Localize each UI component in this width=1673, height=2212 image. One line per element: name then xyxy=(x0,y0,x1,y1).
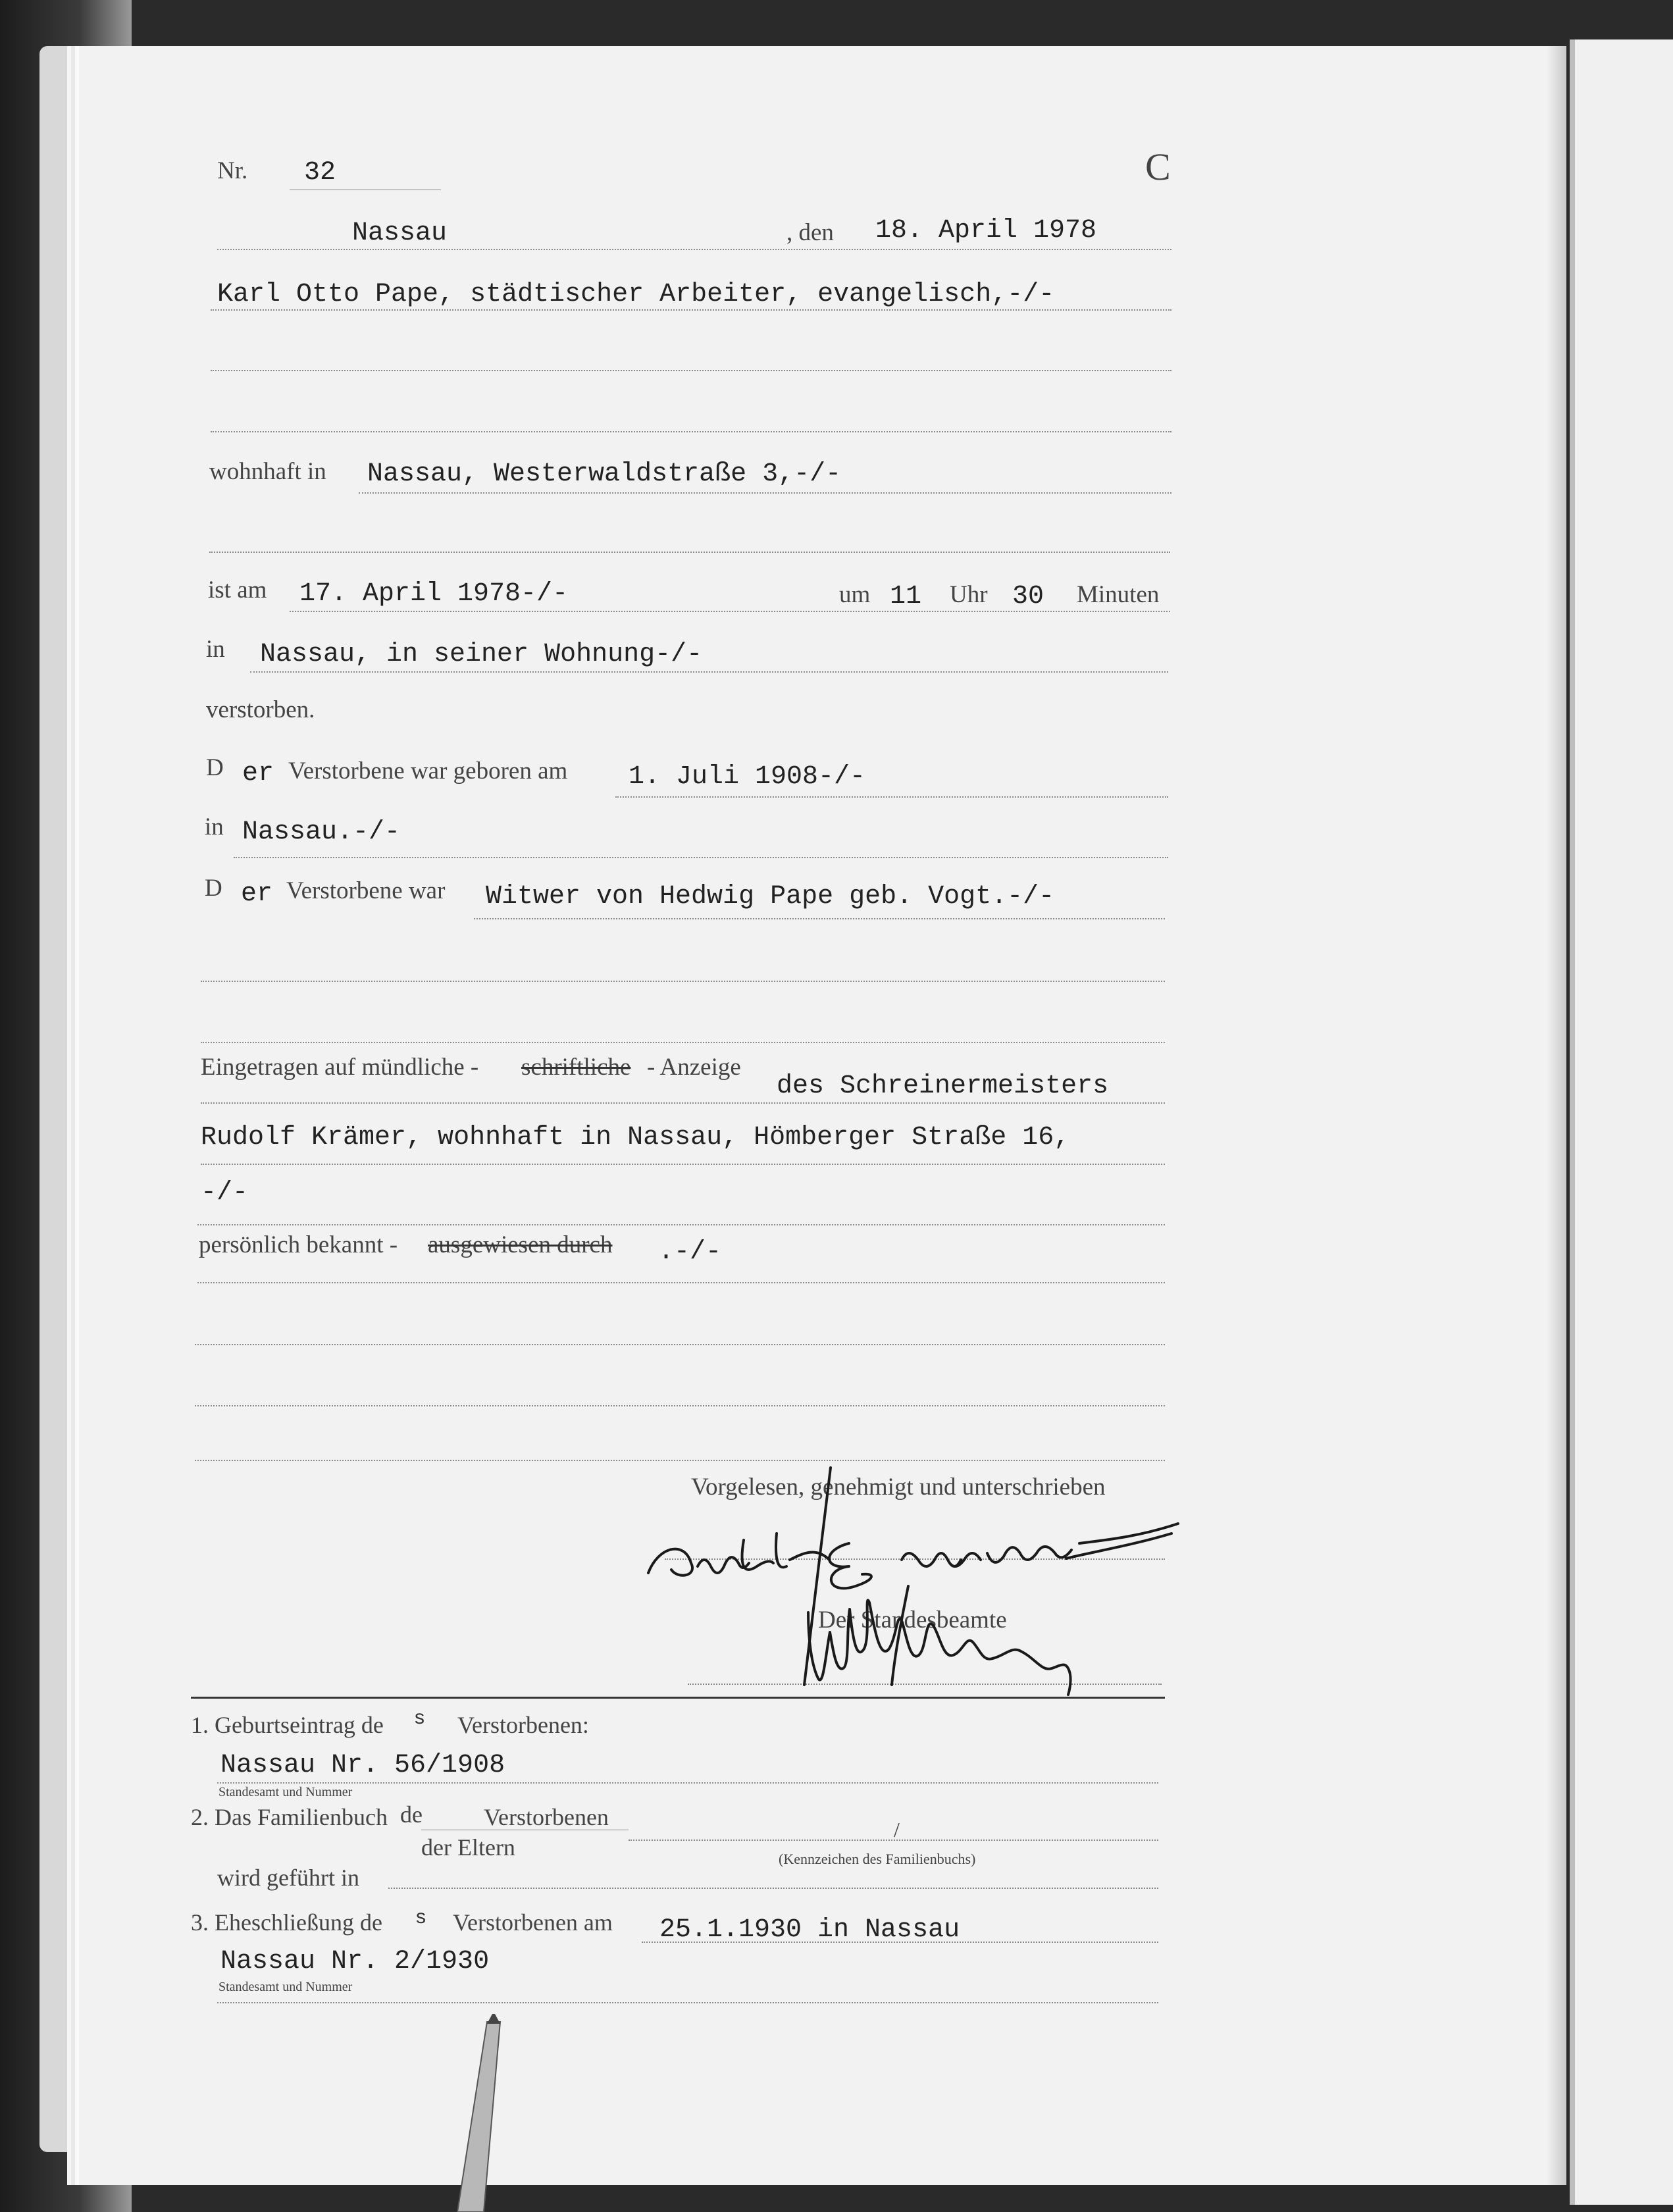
death-hour: 11 xyxy=(890,582,922,611)
bekannt-fill: .-/- xyxy=(658,1237,722,1267)
pen-body xyxy=(457,2022,500,2212)
person-line: Karl Otto Pape, städtischer Arbeiter, evangelisch,-/- xyxy=(217,280,1055,309)
item2-slash: / xyxy=(894,1818,900,1841)
minuten-label: Minuten xyxy=(1077,581,1160,608)
informant-line-3: -/- xyxy=(201,1178,249,1208)
uhr-label: Uhr xyxy=(950,581,988,608)
item2-eltern: der Eltern xyxy=(421,1834,515,1861)
header-date: 18. April 1978 xyxy=(875,216,1097,245)
form-letter: C xyxy=(1145,145,1171,188)
standesamt-small-2: Standesamt und Nummer xyxy=(219,1980,353,1994)
death-date: 17. April 1978-/- xyxy=(299,579,569,609)
item3-label-b: Verstorbenen am xyxy=(453,1909,613,1936)
status-d-label: D xyxy=(205,875,222,902)
item3-value2: Nassau Nr. 2/1930 xyxy=(220,1947,490,1976)
ist-am-label: ist am xyxy=(208,577,267,604)
item2-de: de xyxy=(400,1801,423,1828)
standesbeamte-label: Der Standesbeamte xyxy=(818,1607,1007,1633)
geboren-label: Verstorbene war geboren am xyxy=(288,758,568,784)
birth-d-label: D xyxy=(206,754,224,781)
informant-line-1: des Schreinermeisters xyxy=(777,1071,1109,1101)
um-label: um xyxy=(839,581,871,608)
pen-tip xyxy=(487,2014,500,2024)
item1-sup: s xyxy=(415,1707,425,1728)
schriftliche-label: schriftliche xyxy=(521,1054,631,1081)
header-place: Nassau xyxy=(352,219,448,248)
birth-in-label: in xyxy=(205,813,224,840)
death-place: Nassau, in seiner Wohnung-/- xyxy=(260,640,703,669)
death-in-label: in xyxy=(206,636,225,663)
item3-sup: s xyxy=(416,1906,426,1928)
birth-date: 1. Juli 1908-/- xyxy=(629,762,866,792)
standesamt-small-1: Standesamt und Nummer xyxy=(219,1785,353,1799)
death-minutes: 30 xyxy=(1012,582,1044,611)
ausgewiesen-label: ausgewiesen durch xyxy=(428,1231,613,1258)
kennzeichen-small: (Kennzeichen des Familienbuchs) xyxy=(779,1851,976,1867)
item1-value: Nassau Nr. 56/1908 xyxy=(220,1751,505,1780)
nr-value: 32 xyxy=(304,158,336,188)
vorgelesen-label: Vorgelesen, genehmigt und unterschrieben xyxy=(691,1474,1106,1501)
verstorben-label: verstorben. xyxy=(206,696,315,723)
birth-place: Nassau.-/- xyxy=(242,817,401,847)
status-value: Witwer von Hedwig Pape geb. Vogt.-/- xyxy=(486,882,1055,912)
bekannt-label: persönlich bekannt - xyxy=(199,1231,398,1258)
wird-label: wird geführt in xyxy=(217,1865,359,1891)
birth-er-fill: er xyxy=(242,759,274,788)
item2-label: 2. Das Familienbuch xyxy=(191,1804,388,1830)
anzeige-label: - Anzeige xyxy=(647,1054,741,1081)
den-label: , den xyxy=(786,219,834,246)
eingetragen-label: Eingetragen auf mündliche - xyxy=(201,1054,479,1081)
item2-verstorbenen: Verstorbenen xyxy=(484,1804,609,1830)
item1-label: 1. Geburtseintrag de xyxy=(191,1712,384,1738)
wohnhaft-value: Nassau, Westerwaldstraße 3,-/- xyxy=(367,459,842,489)
item3-label: 3. Eheschließung de xyxy=(191,1909,382,1936)
informant-line-2: Rudolf Krämer, wohnhaft in Nassau, Hömberger Straße 16, xyxy=(201,1123,1070,1152)
item1-label-b: Verstorbenen: xyxy=(457,1712,589,1738)
wohnhaft-label: wohnhaft in xyxy=(209,458,326,485)
status-er-fill: er xyxy=(241,879,273,909)
status-war-label: Verstorbene war xyxy=(286,877,446,904)
nr-label: Nr. xyxy=(217,157,248,184)
item3-value: 25.1.1930 in Nassau xyxy=(659,1915,960,1945)
